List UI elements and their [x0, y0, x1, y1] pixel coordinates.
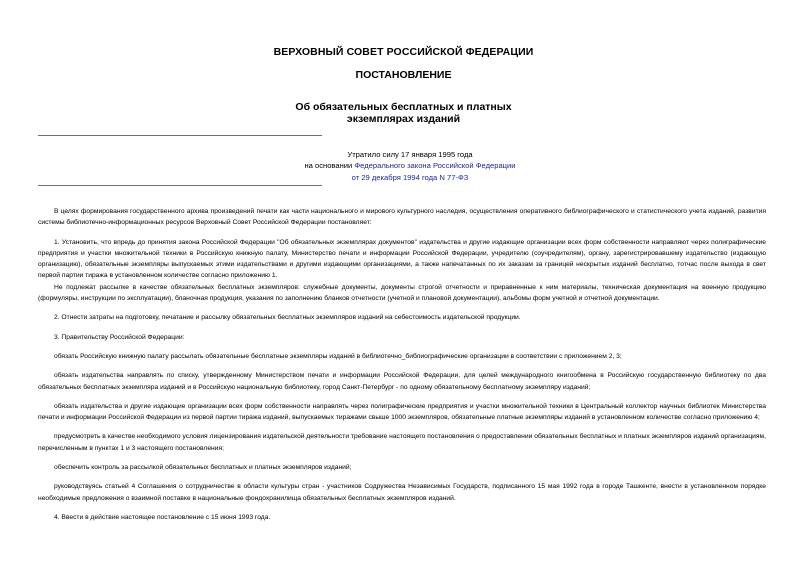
clause-3-item-paragraph: обязать издательства и другие издающие организации всех форм собственности направлять через полиграфические предприятия и участки множительной техники в Центральный коллектор научных библиотек Министерства печати и информации Российской Федерации из первой партии тиража изданий, выпускаемых тиражами свыше 1000 экземпляров, обязательные платные экземпляры изданий в установленном количестве согласно приложению 4; [38, 402, 766, 422]
document-title-line-2: экземплярах изданий [346, 113, 461, 125]
document-type: ПОСТАНОВЛЕНИЕ [355, 69, 452, 81]
clause-1-exceptions-paragraph: Не подлежат рассылке в качестве обязательных бесплатных экземпляров: служебные документы, документы строгой отчетности и приравненные к ним материалы, техническая документация на военную продукцию (формуляры, инструкции по эксплуатации), бланочная продукция, указания по заполнению бланков отчетности (учетной и плановой документации), альбомы форм учетной и отчетной документации. [38, 283, 766, 303]
clause-2-paragraph: 2. Отнести затраты на подготовку, печатание и рассылку обязательных бесплатных экземпляров изданий на себестоимость издательской продукции. [54, 314, 521, 322]
issuing-authority: ВЕРХОВНЫЙ СОВЕТ РОССИЙСКОЙ ФЕДЕРАЦИИ [273, 46, 534, 58]
separator-bottom [38, 185, 322, 186]
document-title-line-1: Об обязательных бесплатных и платных [295, 101, 512, 113]
clause-3-item-paragraph: обязать издательства направлять по списку, утвержденному Министерством печати и информации Российской Федерации, для целей международного книгообмена в Российскую государственную библиотеку по два обязательных бесплатных экземпляра изданий и в Российскую национальную библиотеку, город Санкт-Петербург - по одному обязательному бесплатному экземпляру изданий; [38, 372, 766, 391]
law-date-link[interactable]: от 29 декабря 1994 года N 77-ФЗ [351, 172, 469, 182]
document-title [0, 101, 807, 125]
document-body [38, 206, 766, 523]
clause-1-paragraph: 1. Установить, что впредь до принятия закона Российской Федерации "Об обязательных экземплярах документов" издательства и другие издающие организации всех форм собственности направляют через полиграфические предприятия и участки множительной техники в Российскую книжную палату, Министерство печати и информации Российской Федерации, учредителю (соучредителям), органу, зарегистрировавшему издательство (издающую организацию), обязательные экземпляры выпускаемых этими издательствами и другими издающими организациями, а также напечатанных по их заказам за границей нескрытых изданий бесплатно, тотчас после выхода в свет первой партии тиража в установленном количестве согласно приложению 1. [38, 238, 766, 280]
status-repealed-line: Утратило силу 17 января 1995 года [347, 150, 473, 159]
clause-4-paragraph: 4. Ввести в действие настоящее постановление с 15 июня 1993 года. [54, 513, 271, 521]
status-note [260, 149, 560, 183]
clause-3-item-paragraph: предусмотреть в качестве необходимого условия лицензирования издательской деятельности требование настоящего постановления о предоставлении обязательных бесплатных и платных экземпляров изданий организациям, перечисленным в пунктах 1 и 3 настоящего постановления; [38, 433, 766, 452]
status-date-line [260, 172, 560, 183]
separator-top [38, 135, 322, 136]
clause-3-paragraph: 3. Правительству Российской Федерации: [54, 333, 185, 341]
federal-law-link[interactable]: Федерального закона Российской Федерации [354, 161, 516, 171]
clause-3-item-paragraph: обеспечить контроль за рассылкой обязательных бесплатных и платных экземпляров изданий; [54, 464, 352, 472]
preamble-paragraph: В целях формирования государственного архива произведений печати как части национального и мирового культурного наследия, осуществления оперативного библиографического и статистического учета изданий, развития системы библиотечно-информационных ресурсов Верховный Совет Российской Федерации постановляет: [38, 208, 766, 227]
clause-3-item-paragraph: руководствуясь статьей 4 Соглашения о сотрудничестве в области культуры стран - участников Содружества Независимых Государств, подписанного 15 мая 1992 года в городе Ташкенте, внести в установленном порядке необходимые предложения о взаимной поставке в национальные фондохранилища обязательных бесплатных экземпляров изданий. [38, 483, 766, 502]
status-basis-line [260, 160, 560, 171]
status-basis-prefix: на основании [304, 161, 355, 171]
clause-3-item-paragraph: обязать Российскую книжную палату рассылать обязательные бесплатные экземпляры изданий в библиотечно_библиографические организации в соответствии с приложением 2, 3; [54, 352, 622, 360]
